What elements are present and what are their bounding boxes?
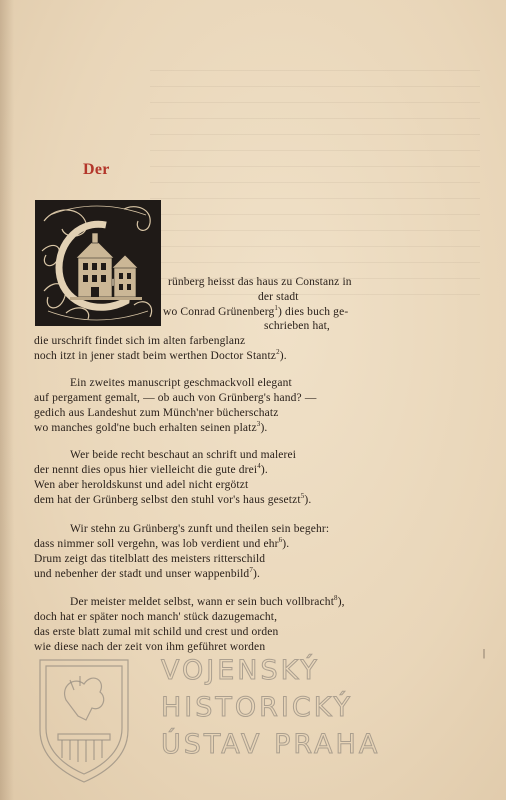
footnote-ref[interactable]: 1 xyxy=(274,304,279,313)
text-line: Ein zweites manuscript geschmackvoll elegant xyxy=(70,377,292,389)
footnote-ref[interactable]: 2 xyxy=(276,348,280,357)
footnote-ref[interactable]: 4 xyxy=(257,462,261,471)
watermark-line: VOJENSKÝ xyxy=(161,655,320,686)
footnote-ref[interactable]: 6 xyxy=(278,536,283,545)
text-line: und nebenher der stadt und unser wappenbild$^7$). xyxy=(34,566,260,580)
text-line: dass nimmer soll vergehn, was lob verdient und ehr$^6$). xyxy=(34,536,290,550)
text-line: schrieben hat, xyxy=(264,320,330,332)
text-line: das erste blatt zumal mit schild und crest und orden xyxy=(34,626,279,638)
text-line: rünberg heisst das haus zu Constanz in xyxy=(168,276,352,288)
text-line: wo manches gold'ne buch erhalten seinen platz$^3$). xyxy=(34,420,268,434)
text-line: gedich aus Landeshut zum Münch'ner bücherschatz xyxy=(34,407,279,419)
text-line: dem hat der Grünberg selbst den stuhl vor's haus gesetzt$^5$). xyxy=(34,492,312,506)
footnote-ref[interactable]: 5 xyxy=(300,492,305,501)
text-line: doch hat er später noch manch' stück dazugemacht, xyxy=(34,611,278,623)
footnote-ref[interactable]: 8 xyxy=(334,594,338,603)
margin-mark: | xyxy=(483,648,486,659)
text-line: die urschrift findet sich im alten farbenglanz xyxy=(34,335,246,347)
watermark-line: ÚSTAV PRAHA xyxy=(161,729,381,760)
text-line: Der meister meldet selbst, wann er sein buch vollbracht$^8$), xyxy=(70,594,345,608)
text-line: auf pergament gemalt, — ob auch von Grünberg's hand? — xyxy=(34,392,317,404)
page-heading: Der xyxy=(83,161,110,178)
text-line: noch itzt in jener stadt beim werthen Doctor Stantz$^2$). xyxy=(34,348,287,362)
text-line: wie diese nach der zeit von ihm geführet worden xyxy=(34,641,266,653)
text-line: Wer beide recht beschaut an schrift und malerei xyxy=(70,449,297,461)
footnote-ref[interactable]: 3 xyxy=(256,420,261,429)
text-line: Drum zeigt das titelblatt des meisters ritterschild xyxy=(34,553,266,565)
text-line: wo Conrad Grünenberg$^1$) dies buch ge- xyxy=(163,304,349,318)
watermark-line: HISTORICKÝ xyxy=(161,692,353,723)
text-line: Wen aber heroldskunst und adel nicht ergötzt xyxy=(34,479,249,491)
footnote-ref[interactable]: 7 xyxy=(249,566,253,575)
text-line: der stadt xyxy=(258,291,299,303)
text-line: Wir stehn zu Grünberg's zunft und theilen sein begehr: xyxy=(70,523,330,535)
text-line: der nennt dies opus hier vielleicht die gute drei$^4$). xyxy=(34,462,268,476)
